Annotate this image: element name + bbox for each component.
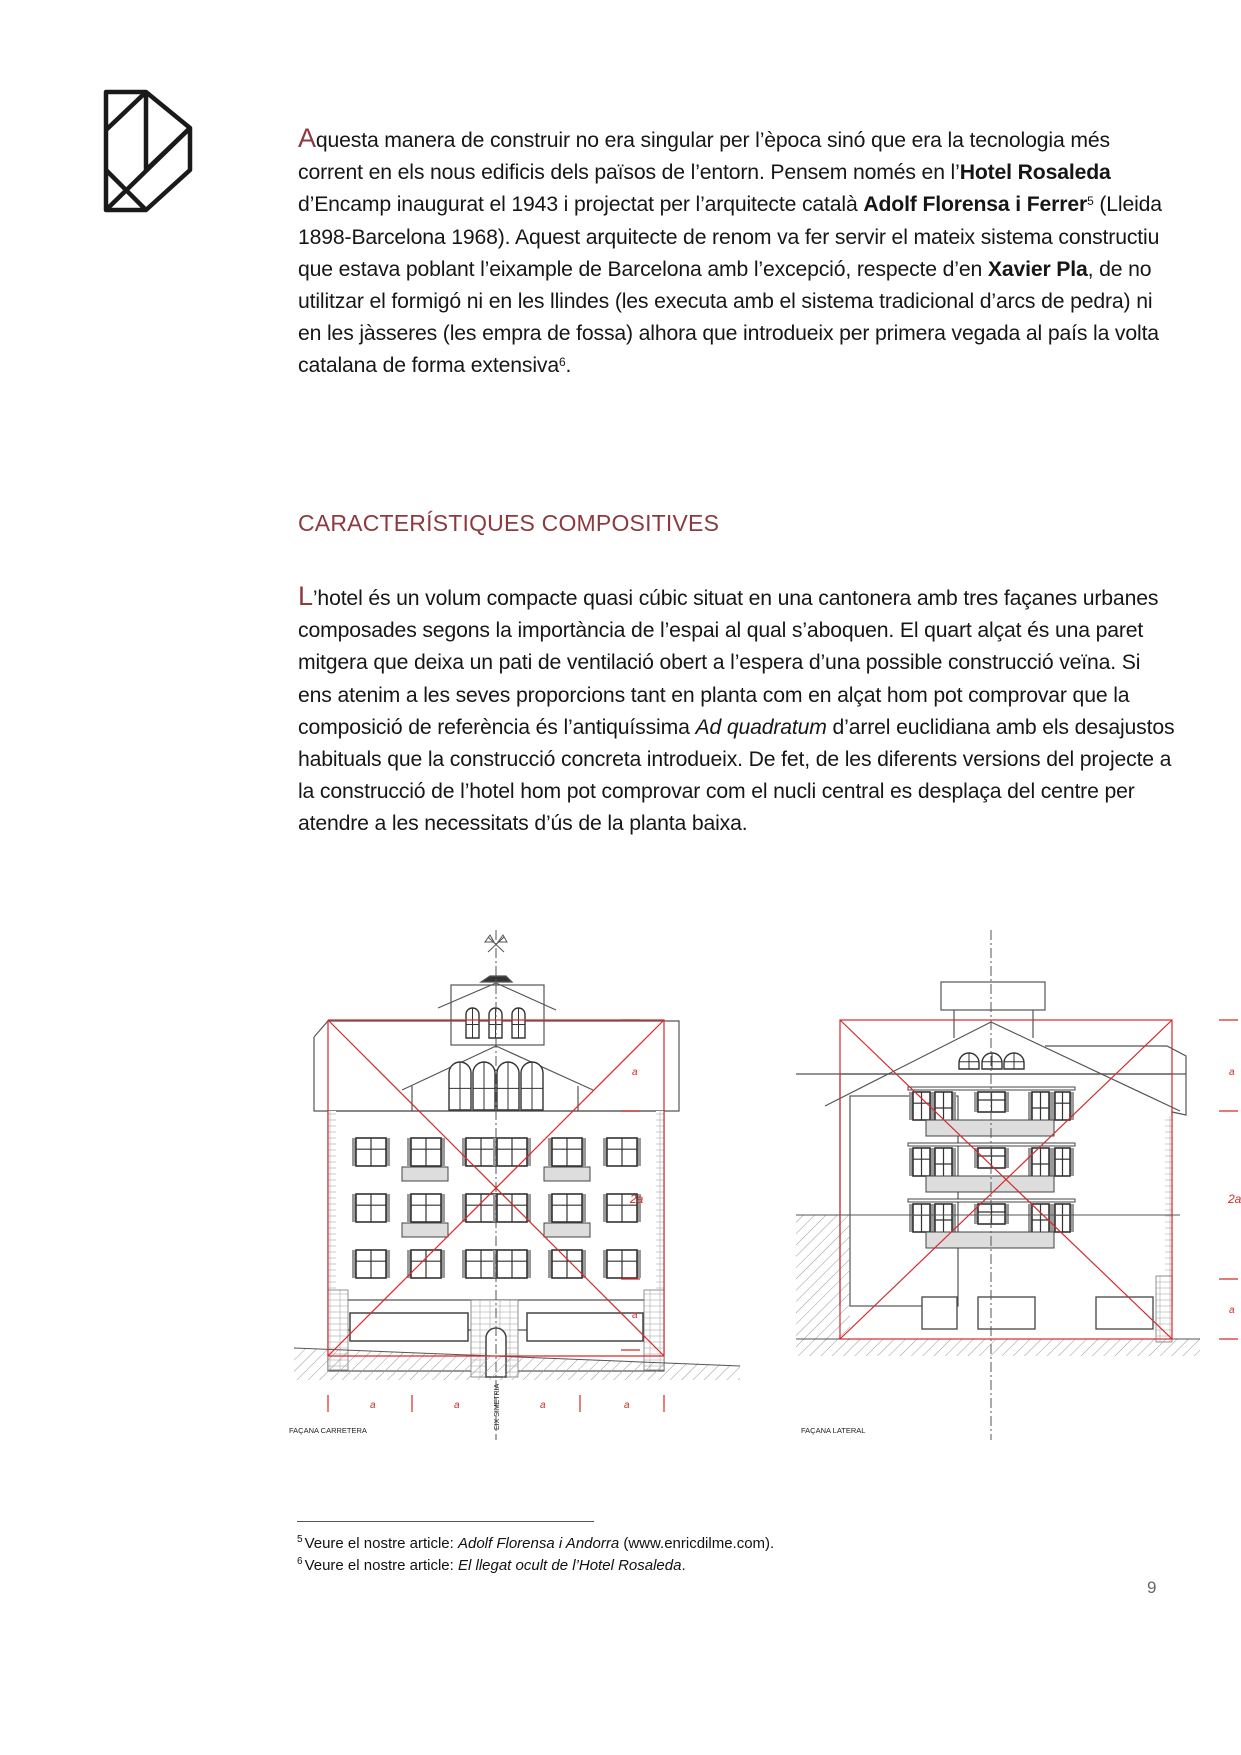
window xyxy=(1051,1148,1074,1176)
person-name: Xavier Pla xyxy=(987,257,1088,281)
balcony-rail xyxy=(926,1232,1054,1248)
right-quoins xyxy=(656,1111,664,1289)
module-label-a: a xyxy=(540,1400,546,1411)
module-label-a: a xyxy=(1229,1067,1235,1078)
paragraph-text: (Lleida 1898-Barcelona 1968). Aquest arquitecte de renom va fer servir el mateix sistema constructiu que estava poblant l’eixample de Barcelona amb l’excepció, respecte d’en xyxy=(298,193,1162,281)
arched-window xyxy=(473,1062,495,1110)
symmetry-axis-label: EIX SIMETRIA xyxy=(494,1383,501,1430)
footnote-6 xyxy=(297,1552,686,1576)
balcony-rail xyxy=(926,1176,1054,1192)
section-heading: CARACTERÍSTIQUES COMPOSITIVES xyxy=(298,510,720,536)
window xyxy=(909,1148,934,1176)
window xyxy=(909,1204,934,1232)
module-label-2a: 2a xyxy=(630,1192,644,1206)
balcony-rail xyxy=(544,1167,590,1181)
footnote-number: 5 xyxy=(297,1534,303,1545)
arched-window xyxy=(466,1008,479,1038)
front-elevation-drawing xyxy=(280,910,740,1440)
side-elevation-drawing xyxy=(780,910,1241,1440)
latin-term: Ad quadratum xyxy=(695,715,827,739)
lintel xyxy=(908,1143,1075,1146)
footnote-text: Veure el nostre article: xyxy=(304,1557,458,1574)
footnote-title: El llegat ocult de l’Hotel Rosaleda xyxy=(457,1557,682,1574)
window xyxy=(493,1250,531,1278)
paragraph-text: questa manera de construir no era singular per l’època sinó que era la tecnologia més corrent en els nous edificis dels països de l’entorn. Pensem només en l’ xyxy=(298,129,1110,185)
paragraph-text: , de no utilitzar el formigó ni en les llindes (les executa amb el sistema tradicional d’arcs de pedra) ni en les jàsseres (les empra de fossa) alhora que introdueix per primera vegada al país la volta catalana de forma extensiva xyxy=(298,257,1159,378)
module-label-a: a xyxy=(1229,1305,1235,1316)
hotel-name: Hotel Rosaleda xyxy=(959,161,1111,185)
figure-caption-side: FAÇANA LATERAL xyxy=(801,1426,866,1435)
module-label-a: a xyxy=(632,1310,638,1321)
arched-window xyxy=(982,1053,1002,1069)
window xyxy=(548,1194,586,1222)
architect-name: Adolf Florensa i Ferrer xyxy=(863,193,1088,217)
drop-cap: A xyxy=(298,123,316,153)
window xyxy=(603,1250,641,1278)
arched-window xyxy=(959,1053,979,1069)
module-label-a: a xyxy=(370,1400,376,1411)
figure-caption-front: FAÇANA CARRETERA xyxy=(289,1426,367,1435)
window xyxy=(352,1194,390,1222)
intro-paragraph xyxy=(298,122,1178,383)
window xyxy=(407,1138,445,1166)
footnote-separator xyxy=(297,1521,594,1522)
footnote-text: . xyxy=(681,1557,686,1574)
page-number: 9 xyxy=(1147,1578,1157,1597)
module-label-a: a xyxy=(632,1067,638,1078)
drop-cap: L xyxy=(298,581,313,611)
arched-window xyxy=(449,1062,471,1110)
footnote-ref-6[interactable]: 6 xyxy=(558,355,566,370)
paragraph-text: d’arrel euclidiana amb els desajustos habituals que la construcció concreta introdueix. De fet, de les diferents versions del projecte a la construcció de l’hotel hom pot comprovar com el nucli central es desplaça del centre per atendre a les necessitats d’ús de la planta baixa. xyxy=(298,715,1175,836)
footnote-5 xyxy=(297,1530,774,1554)
window xyxy=(407,1194,445,1222)
footnote-text: Veure el nostre article: xyxy=(304,1535,458,1552)
window xyxy=(548,1250,586,1278)
ground-hatch xyxy=(796,1339,1200,1356)
left-quoins xyxy=(328,1111,336,1289)
window xyxy=(548,1138,586,1166)
footnote-ref-5[interactable]: 5 xyxy=(1087,194,1094,209)
window xyxy=(603,1138,641,1166)
paragraph-text: . xyxy=(565,354,572,378)
footnote-title: Adolf Florensa i Andorra xyxy=(457,1535,620,1552)
module-label-a: a xyxy=(624,1400,630,1411)
paragraph-text: d’Encamp inaugurat el 1943 i projectat per l’arquitecte català xyxy=(298,193,864,217)
footnote-text: (www.enricdilme.com). xyxy=(619,1535,775,1552)
ground-floor-windows xyxy=(922,1297,1153,1329)
composition-paragraph xyxy=(298,580,1178,841)
geometric-d-logo-icon xyxy=(102,88,194,214)
balcony-rail xyxy=(402,1167,448,1181)
arched-window xyxy=(512,1008,525,1038)
window xyxy=(352,1250,390,1278)
arched-window xyxy=(1004,1053,1024,1069)
arched-window xyxy=(521,1062,543,1110)
footnote-number: 6 xyxy=(297,1556,303,1567)
retaining-wall xyxy=(796,1215,850,1340)
balcony-rail xyxy=(402,1223,448,1237)
module-label-2a: 2a xyxy=(1228,1192,1241,1206)
window xyxy=(1051,1092,1074,1120)
module-label-a: a xyxy=(454,1400,460,1411)
balcony-rail xyxy=(926,1120,1054,1136)
window xyxy=(352,1138,390,1166)
chimney-cap xyxy=(941,982,1045,1010)
balcony-rail xyxy=(544,1223,590,1237)
window xyxy=(1051,1204,1074,1232)
paragraph-text: ’hotel és un volum compacte quasi cúbic situat en una cantonera amb tres façanes urbanes composades segons la importància de l’espai al qual s’aboquen. El quart alçat és una paret mitgera que deixa un pati de ventilació obert a l’espera d’una possible construcció veïna. Si ens atenim a les seves proporcions tant en planta com en alçat hom pot comprovar que la composició de referència és l’antiquíssima xyxy=(298,587,1159,739)
window xyxy=(407,1250,445,1278)
window xyxy=(493,1138,531,1166)
arched-window xyxy=(497,1062,519,1110)
